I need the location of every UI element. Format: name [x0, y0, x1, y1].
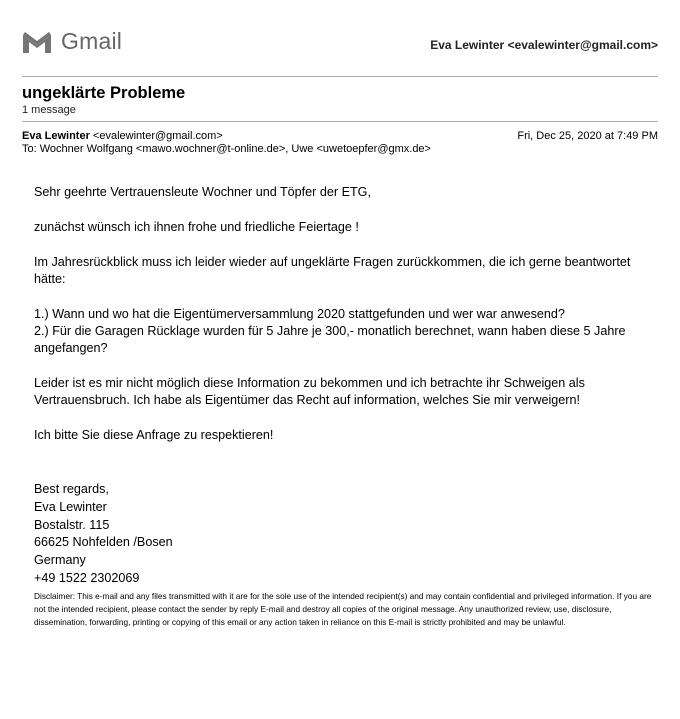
disclaimer: Disclaimer: This e-mail and any files transmitted with it are for the sole use of the intended recipient(s) and may contain confidential and privileged information. If you are not the intended recipient, please contact the sender by reply E-mail and destroy all copies of the original message. Any unauthorized review, use, disclosure, dissemination, forwarding, printing or copying of this email or any action taken in reliance on this E-mail is strictly prohibited and may be unlawful.: [34, 590, 652, 628]
header-divider: [22, 76, 658, 77]
signature-line: +49 1522 2302069: [34, 570, 140, 585]
signature-line: Bostalstr. 115: [34, 517, 110, 532]
body-paragraph: 1.) Wann und wo hat die Eigentümerversammlung 2020 stattgefunden und wer war anwesend?: [34, 307, 565, 321]
message-count: 1 message: [22, 104, 76, 116]
account-email: Eva Lewinter <evalewinter@gmail.com>: [430, 38, 658, 52]
gmail-m-icon: [22, 30, 52, 54]
signature-line: Best regards,: [34, 482, 109, 496]
gmail-logo: [22, 28, 122, 55]
gmail-header: [22, 28, 658, 68]
app-name: Gmail: [61, 28, 123, 54]
signature: [34, 481, 654, 588]
signature-line: Eva Lewinter: [34, 499, 107, 514]
message-date: Fri, Dec 25, 2020 at 7:49 PM: [517, 130, 658, 142]
body-paragraph: 2.) Für die Garagen Rücklage wurden für 5 Jahre je 300,- monatlich berechnet, wann haben diese 5 Jahre angefangen?: [34, 324, 626, 355]
body-paragraph: zunächst wünsch ich ihnen frohe und friedliche Feiertage !: [34, 220, 359, 234]
thread-subject: ungeklärte Probleme: [22, 84, 186, 102]
body-paragraph: Sehr geehrte Vertrauensleute Wochner und Töpfer der ETG,: [34, 185, 371, 199]
sender-email: <evalewinter@gmail.com>: [92, 130, 223, 142]
message-body: [34, 184, 654, 629]
signature-line: 66625 Nohfelden /Bosen: [34, 535, 173, 550]
body-paragraph: Leider ist es mir nicht möglich diese Information zu bekommen und ich betrachte ihr Schweigen als Vertrauensbruch. Ich habe als Eigentümer das Recht auf information, welches Sie mir verweigern!: [34, 376, 585, 407]
sender-line: [22, 130, 223, 142]
recipients-line: To: Wochner Wolfgang <mawo.wochner@t-online.de>, Uwe <uwetoepfer@gmx.de>: [22, 143, 431, 155]
signature-line: Germany: [34, 553, 86, 568]
message-divider: [22, 121, 658, 122]
body-paragraph: Im Jahresrückblick muss ich leider wieder auf ungeklärte Fragen zurückkommen, die ich gerne beantwortet hätte:: [34, 255, 631, 286]
body-paragraph: Ich bitte Sie diese Anfrage zu respektieren!: [34, 428, 274, 442]
sender-name: Eva Lewinter: [22, 130, 90, 142]
